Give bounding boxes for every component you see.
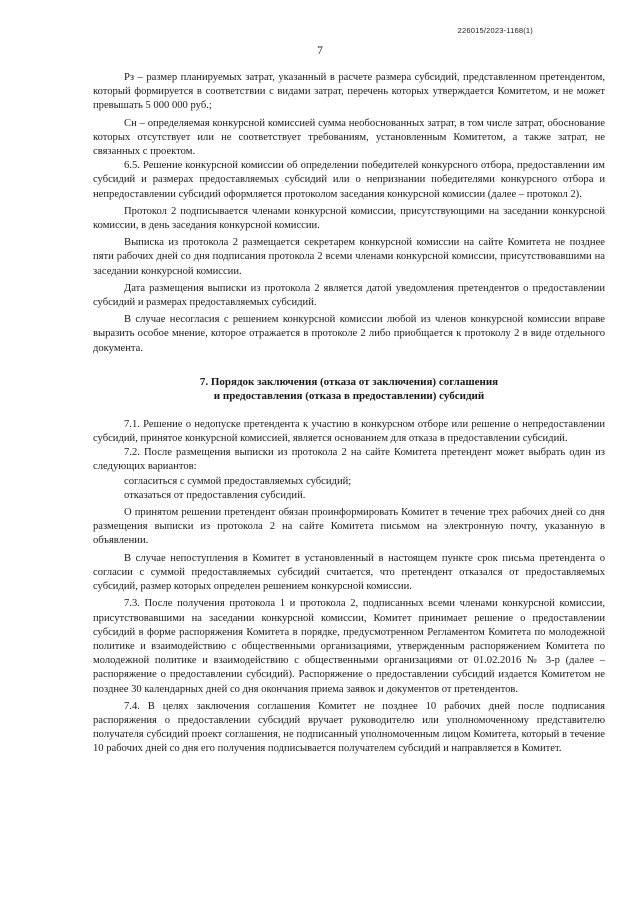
paragraph-protocol2-extract: Выписка из протокола 2 размещается секретарем конкурсной комиссии на сайте Комитета не позднее пяти рабочих дней со дня подписания протокола 2 всеми членами конкурсной комиссии, присутствовавшими на заседании конкурсной комиссии. [93,237,605,277]
paragraph-rz: Рз – размер планируемых затрат, указанный в расчете размера субсидий, представленном претендентом, который формируется в соответствии с видами затрат, перечень которых утверждается Комитетом, и не может превышать 5 000 000 руб.; [93,72,605,112]
document-id: 226015/2023-1168(1) [457,26,533,35]
section-heading-line-2: и предоставления (отказа в предоставлении) субсидий [213,390,485,403]
paragraph-7-1: 7.1. Решение о недопуске претендента к участию в конкурсном отборе или решение о непредоставлении субсидий, принятое конкурсной комиссией, является основанием для отказа в предоставлении субсидий. [93,418,605,445]
document-body [93,71,605,757]
paragraph-non-receipt: В случае непоступления в Комитет в установленный в настоящем пункте срок письма претендента о согласии с суммой предоставляемых субсидий считается, что претендент отказался от предоставляемых субсидий, размер которых определен решением конкурсной комиссии. [93,552,605,593]
paragraph-7-4: 7.4. В целях заключения соглашения Комитет не позднее 10 рабочих дней после подписания распоряжения о предоставлении субсидий вручает руководителю или уполномоченному представителю получателя субсидий проект соглашения, не подписанный уполномоченным лицом Комитета, который в течение 10 рабочих дней со дня его получения подписывается получателем субсидий и направляется в Комитет. [93,700,605,755]
paragraph-dissenting-opinion: В случае несогласия с решением конкурсной комиссии любой из членов конкурсной комиссии вправе выразить особое мнение, которое отражается в протоколе 2 либо приобщается к протоколу 2 в виде отдельного документа. [93,314,605,354]
paragraph-6-5: 6.5. Решение конкурсной комиссии об определении победителей конкурсного отбора, предоставлении им субсидий и размерах предоставляемых субсидий или о непризнании победителями конкурсного отбора и непредоставлении субсидий оформляется протоколом заседания конкурсной комиссии (далее – протокол 2). [93,160,605,200]
paragraph-sn: Сн – определяемая конкурсной комиссией сумма необоснованных затрат, в том числе затрат, обоснование которых отсутствует или не соответствует требованиям, установленным Комитетом, а также затрат, не связанных с проектом. [93,117,605,158]
paragraph-7-2: 7.2. После размещения выписки из протокола 2 на сайте Комитета претендент может выбрать один из следующих вариантов: [93,447,605,473]
section-heading-7 [93,375,605,404]
paragraph-7-3: 7.3. После получения протокола 1 и протокола 2, подписанных всеми членами конкурсной комиссии, присутствовавшими на заседании конкурсной комиссии, Комитет принимает решение о предоставлении субсидий в форме распоряжения Комитета в порядке, предусмотренном Регламентом Комитета по молодежной политике и взаимодействию с общественными организациями, утвержденным распоряжением Комитета по молодежной политике и взаимодействию с общественными организациями от 01.02.2016 № 3-р (далее – распоряжение о предоставлении субсидий). Распоряжение о предоставлении субсидий издается Комитетом не позднее 30 календарных дней со дня окончания приема заявок и документов от претендентов. [93,598,605,695]
list-item-agree: согласиться с суммой предоставляемых субсидий; [124,475,352,487]
page-number: 7 [317,45,323,57]
paragraph-decision-notice: О принятом решении претендент обязан проинформировать Комитет в течение трех рабочих дней со дня размещения выписки из протокола 2 на сайте Комитета письмом на электронную почту, указанную в объявлении. [93,507,605,547]
paragraph-notification-date: Дата размещения выписки из протокола 2 является датой уведомления претендентов о предоставлении субсидий и размерах предоставляемых субсидий. [93,282,605,309]
paragraph-protocol2-signing: Протокол 2 подписывается членами конкурсной комиссии, присутствующими на заседании конкурсной комиссии, в день заседания конкурсной комиссии. [93,205,605,232]
list-item-refuse: отказаться от предоставления субсидий. [124,489,306,501]
section-heading-line-1: 7. Порядок заключения (отказа от заключения) соглашения [199,375,499,388]
